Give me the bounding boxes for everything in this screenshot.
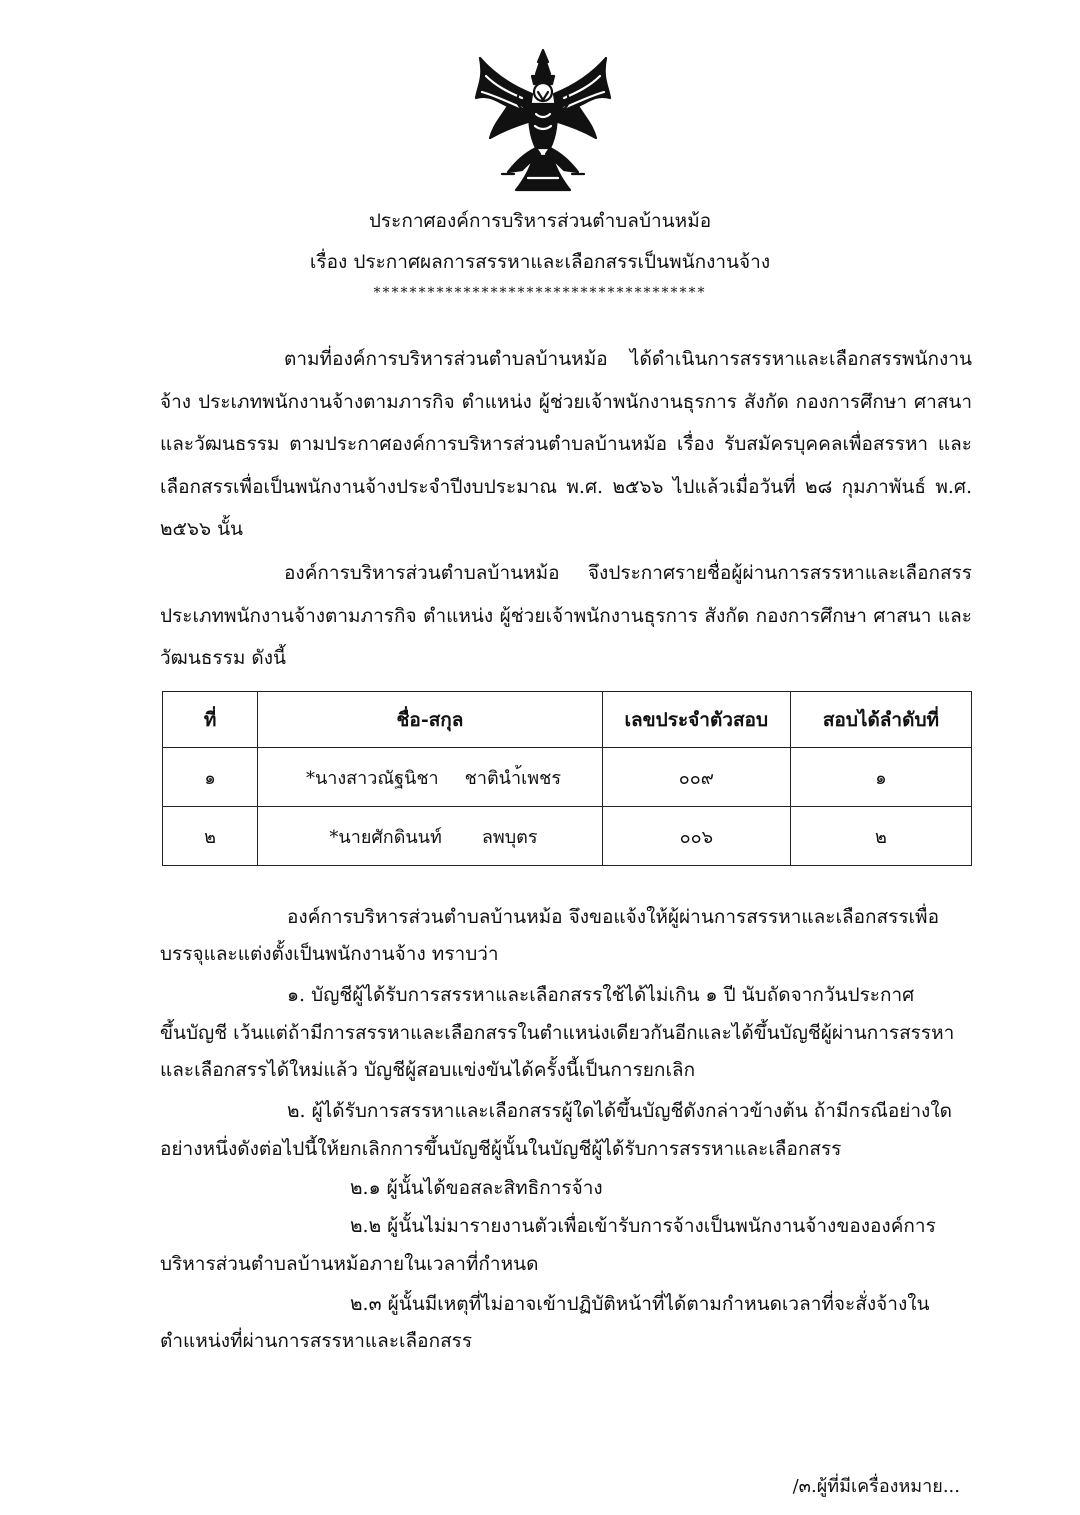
item-1-line-3: และเลือกสรรได้ใหม่แล้ว บัญชีผู้สอบแข่งขันได้ครั้งนี้เป็นการยกเลิก [160, 1059, 696, 1081]
table-row [163, 748, 972, 807]
cell-rank: ๒ [790, 807, 971, 866]
notice-line-2: บรรจุและแต่งตั้งเป็นพนักงานจ้าง ทราบว่า [160, 943, 499, 965]
sub-item-2-2-line-1: ๒.๒ ผู้นั้นไม่มารายงานตัวเพื่อเข้ารับการจ้างเป็นพนักงานจ้างขององค์การ [350, 1215, 936, 1237]
paragraph-announcement: องค์การบริหารส่วนตำบลบ้านหม้อ จึงประกาศรายชื่อผู้ผ่านการสรรหาและเลือกสรร ประเภทพนักงานจ้างตามภารกิจ ตำแหน่ง ผู้ช่วยเจ้าพนักงานธุรการ สังกัด กองการศึกษา ศาสนา และวัฒนธรรม ดังนี้ [160, 562, 972, 669]
sub-item-2-1: ๒.๑ ผู้นั้นได้ขอสละสิทธิการจ้าง [350, 1177, 603, 1199]
header-name: ชื่อ-สกุล [258, 692, 603, 748]
header-exam-id: เลขประจำตัวสอบ [602, 692, 790, 748]
sub-item-2-3-line-2: ตำแหน่งที่ผ่านการสรรหาและเลือกสรร [160, 1330, 473, 1352]
garuda-emblem-icon [472, 46, 614, 196]
header-no: ที่ [163, 692, 258, 748]
continuation-note: /๓.ผู้ที่มีเครื่องหมาย... [792, 1476, 960, 1497]
cell-rank: ๑ [790, 748, 971, 807]
announcement-subject: เรื่อง ประกาศผลการสรรหาและเลือกสรรเป็นพนักงานจ้าง [309, 251, 771, 273]
separator-line: ************************************* [373, 285, 707, 301]
paragraph-intro: ตามที่องค์การบริหารส่วนตำบลบ้านหม้อ ได้ดำเนินการสรรหาและเลือกสรรพนักงานจ้าง ประเภทพนักงานจ้างตามภารกิจ ตำแหน่ง ผู้ช่วยเจ้าพนักงานธุรการ สังกัด กองการศึกษา ศาสนา และวัฒนธรรม ตามประกาศองค์การบริหารส่วนตำบลบ้านหม้อ เรื่อง รับสมัครบุคคลเพื่อสรรหา และเลือกสรรเพื่อเป็นพนักงานจ้างประจำปีงบประมาณ พ.ศ. ๒๕๖๖ ไปแล้วเมื่อวันที่ ๒๘ กุมภาพันธ์ พ.ศ. ๒๕๖๖ นั้น [160, 348, 972, 540]
cell-no: ๒ [163, 807, 258, 866]
cell-no: ๑ [163, 748, 258, 807]
cell-exam-id: ๐๐๖ [602, 807, 790, 866]
item-2-line-2: อย่างหนึ่งดังต่อไปนี้ให้ยกเลิกการขึ้นบัญชีผู้นั้นในบัญชีผู้ได้รับการสรรหาและเลือกสรร [160, 1138, 842, 1160]
sub-item-2-3-line-1: ๒.๓ ผู้นั้นมีเหตุที่ไม่อาจเข้าปฏิบัติหน้าที่ได้ตามกำหนดเวลาที่จะสั่งจ้างใน [350, 1293, 930, 1315]
results-table [162, 691, 972, 866]
cell-exam-id: ๐๐๙ [602, 748, 790, 807]
notice-line-1: องค์การบริหารส่วนตำบลบ้านหม้อ จึงขอแจ้งให้ผู้ผ่านการสรรหาและเลือกสรรเพื่อ [287, 906, 939, 928]
item-1-line-1: ๑. บัญชีผู้ได้รับการสรรหาและเลือกสรรใช้ได้ไม่เกิน ๑ ปี นับถัดจากวันประกาศ [287, 984, 915, 1006]
header-rank: สอบได้ลำดับที่ [790, 692, 971, 748]
item-1-line-2: ขึ้นบัญชี เว้นแต่ถ้ามีการสรรหาและเลือกสรรในตำแหน่งเดียวกันอีกและได้ขึ้นบัญชีผู้ผ่านการสรรหา [160, 1022, 955, 1044]
cell-name: *นางสาวณัฐนิชา ชาตินำ้เพชร [258, 748, 603, 807]
announcement-title: ประกาศองค์การบริหารส่วนตำบลบ้านหม้อ [368, 210, 712, 232]
item-2-line-1: ๒. ผู้ได้รับการสรรหาและเลือกสรรผู้ใดได้ขึ้นบัญชีดังกล่าวข้างต้น ถ้ามีกรณีอย่างใด [287, 1100, 952, 1122]
cell-name: *นายศักดินนท์ ลพบุตร [258, 807, 603, 866]
table-header-row [163, 692, 972, 748]
table-row [163, 807, 972, 866]
sub-item-2-2-line-2: บริหารส่วนตำบลบ้านหม้อภายในเวลาที่กำหนด [160, 1253, 539, 1275]
